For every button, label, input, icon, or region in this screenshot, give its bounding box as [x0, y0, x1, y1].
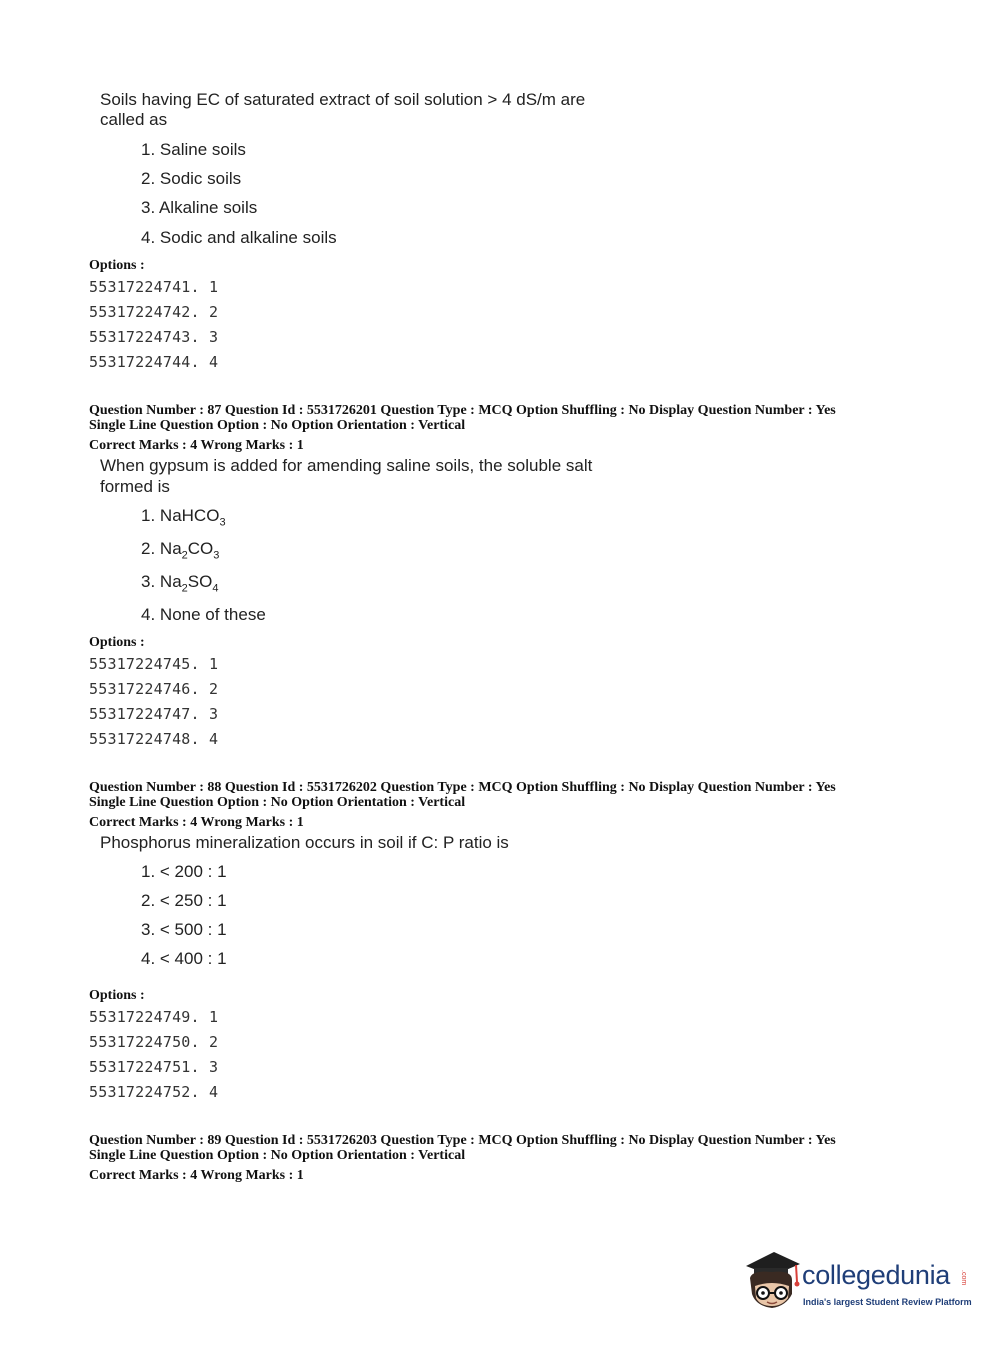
formula-part: NaHCO — [159, 506, 220, 525]
choice-4 — [141, 605, 266, 625]
option-id-row: 55317224744. 4 — [89, 353, 219, 371]
choice-2: 2. Sodic soils — [141, 169, 242, 188]
choice-1: 1. < 200 : 1 — [141, 862, 227, 881]
formula-part: Na — [159, 572, 182, 591]
question-text-line: Soils having EC of saturated extract of soil solution > 4 dS/m are — [100, 90, 586, 109]
question-text-line: called as — [100, 110, 168, 129]
choice-3: 3. < 500 : 1 — [141, 920, 227, 939]
choice-number: 3. — [141, 572, 156, 591]
logo-tagline: India's largest Student Review Platform — [803, 1297, 972, 1307]
collegedunia-logo[interactable] — [742, 1248, 972, 1320]
question-meta: Question Number : 87 Question Id : 5531726201 Question Type : MCQ Option Shuffling : No Display Question Number : Yes — [89, 403, 836, 418]
option-id-row: 55317224748. 4 — [89, 730, 219, 748]
choice-2 — [141, 539, 220, 562]
question-text-line: formed is — [100, 477, 170, 496]
choice-2: 2. < 250 : 1 — [141, 891, 227, 910]
subscript: 2 — [181, 549, 188, 562]
options-label: Options : — [89, 635, 145, 650]
logo-wordmark: collegedunia — [802, 1260, 951, 1290]
choice-1: 1. Saline soils — [141, 140, 246, 159]
choice-number: 2. — [141, 539, 156, 558]
question-meta: Question Number : 88 Question Id : 5531726202 Question Type : MCQ Option Shuffling : No Display Question Number : Yes — [89, 780, 836, 795]
marks-info: Correct Marks : 4 Wrong Marks : 1 — [89, 1168, 304, 1183]
option-id-row: 55317224741. 1 — [89, 278, 219, 296]
option-id-row: 55317224750. 2 — [89, 1033, 219, 1051]
question-text-line: Phosphorus mineralization occurs in soil if C: P ratio is — [100, 833, 509, 852]
question-meta: Single Line Question Option : No Option Orientation : Vertical — [89, 418, 466, 433]
options-label: Options : — [89, 988, 145, 1003]
choice-text: None of these — [159, 605, 266, 624]
marks-info: Correct Marks : 4 Wrong Marks : 1 — [89, 438, 304, 453]
option-id-row: 55317224742. 2 — [89, 303, 219, 321]
question-meta: Question Number : 89 Question Id : 5531726203 Question Type : MCQ Option Shuffling : No Display Question Number : Yes — [89, 1133, 836, 1148]
option-id-row: 55317224747. 3 — [89, 705, 219, 723]
options-label: Options : — [89, 258, 145, 273]
subscript: 2 — [181, 582, 188, 595]
question-meta: Single Line Question Option : No Option Orientation : Vertical — [89, 795, 466, 810]
option-id-row: 55317224749. 1 — [89, 1008, 219, 1026]
formula-part: Na — [159, 539, 182, 558]
mascot-icon — [742, 1248, 802, 1320]
option-id-row: 55317224751. 3 — [89, 1058, 219, 1076]
subscript: 4 — [212, 582, 219, 595]
choice-1 — [141, 506, 226, 529]
option-id-row: 55317224746. 2 — [89, 680, 219, 698]
option-id-row: 55317224752. 4 — [89, 1083, 219, 1101]
choice-number: 4. — [141, 605, 156, 624]
logo-domain: .com — [960, 1270, 967, 1286]
choice-3: 3. Alkaline soils — [141, 198, 258, 217]
choice-3 — [141, 572, 219, 595]
formula-part: CO — [187, 539, 214, 558]
marks-info: Correct Marks : 4 Wrong Marks : 1 — [89, 815, 304, 830]
choice-4: 4. Sodic and alkaline soils — [141, 228, 337, 247]
subscript: 3 — [213, 549, 220, 562]
subscript: 3 — [219, 516, 226, 529]
choice-4: 4. < 400 : 1 — [141, 949, 227, 968]
question-meta: Single Line Question Option : No Option Orientation : Vertical — [89, 1148, 466, 1163]
formula-part: SO — [187, 572, 213, 591]
choice-number: 1. — [141, 506, 156, 525]
option-id-row: 55317224743. 3 — [89, 328, 219, 346]
question-text-line: When gypsum is added for amending saline soils, the soluble salt — [100, 456, 593, 475]
option-id-row: 55317224745. 1 — [89, 655, 219, 673]
